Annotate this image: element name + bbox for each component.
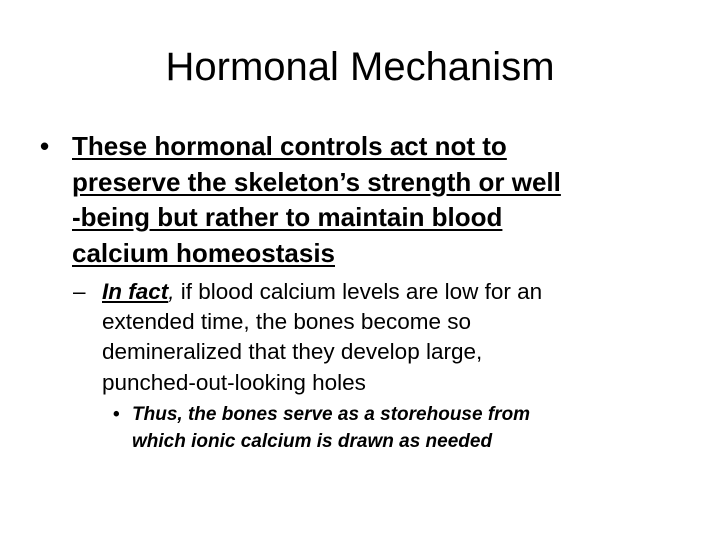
slide-title: Hormonal Mechanism (165, 45, 555, 89)
bullet-level-1-line: calcium homeostasis (72, 237, 335, 268)
bullet-level-1-text (72, 129, 690, 271)
bullet-level-2-line: if blood calcium levels are low for an (174, 279, 543, 304)
bullet-level-1 (40, 129, 690, 271)
bullet-level-1-line: preserve the skeleton’s strength or well (72, 166, 561, 197)
lead-punctuation: , (168, 279, 175, 304)
dash-marker: – (73, 279, 86, 304)
bullet-marker: • (113, 404, 120, 425)
bullet-level-1-line: -being but rather to maintain blood (72, 202, 503, 232)
bullet-level-3-line: Thus, the bones serve as a storehouse from (132, 404, 531, 425)
bullet-level-2-text (102, 277, 683, 398)
bullet-level-3 (113, 401, 673, 455)
bullet-level-2-line: demineralized that they develop large, (102, 339, 483, 365)
bullet-level-3-line: which ionic calcium is drawn as needed (132, 431, 493, 452)
bullet-level-2-line: punched-out-looking holes (102, 369, 366, 395)
bullet-marker: • (40, 131, 50, 161)
bullet-level-3-text (132, 401, 673, 455)
emphasis-lead: In fact (102, 279, 169, 304)
bullet-level-2 (73, 277, 683, 398)
bullet-level-2-line: extended time, the bones become so (102, 309, 471, 335)
bullet-level-1-line: These hormonal controls act not to (72, 131, 507, 161)
